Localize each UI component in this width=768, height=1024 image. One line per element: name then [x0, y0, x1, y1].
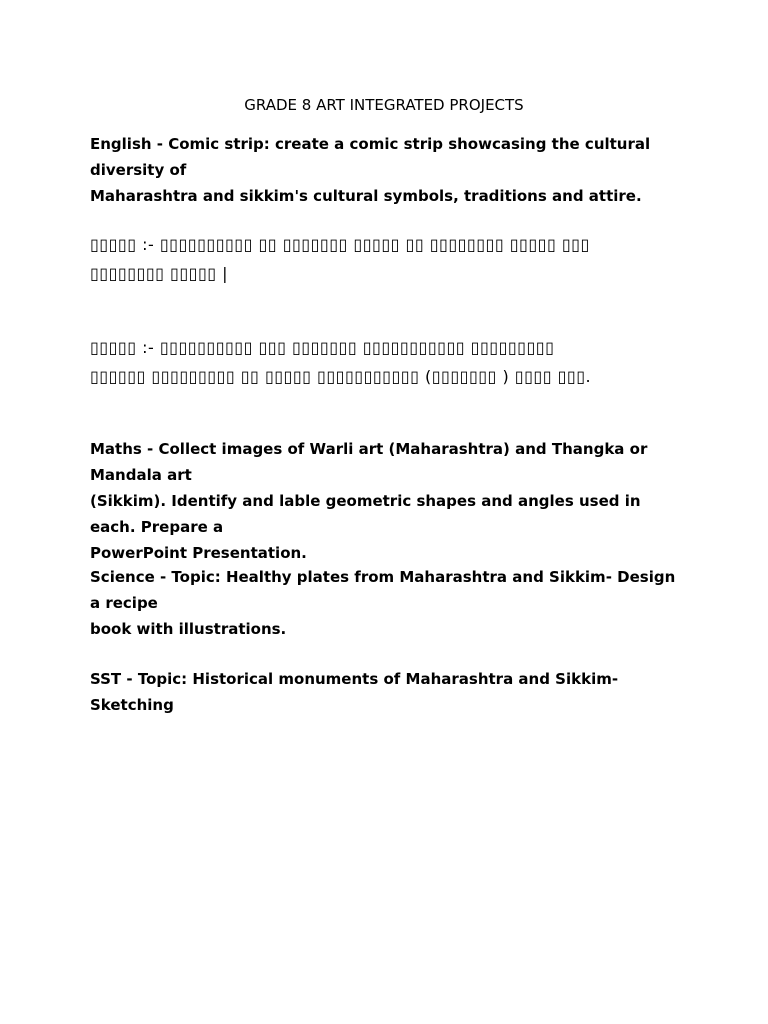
maths-project-paragraph: Maths - Collect images of Warli art (Maharashtra) and Thangka or Mandala art (Sikkim). Identify and lable geometric shapes and angles used in each. Prepare a PowerPoint Presentation.: [90, 440, 648, 562]
hindi-project-paragraph: ▯▯▯▯▯ :- ▯▯▯▯▯▯▯▯▯▯ ▯▯ ▯▯▯▯▯▯▯ ▯▯▯▯▯ ▯▯ ▯▯▯▯▯▯▯▯ ▯▯▯▯▯ ▯▯▯ ▯▯▯▯▯▯▯▯ ▯▯▯▯▯ |: [90, 235, 590, 283]
english-project-paragraph: English - Comic strip: create a comic strip showcasing the cultural diversity of Maharashtra and sikkim's cultural symbols, traditions and attire.: [90, 135, 651, 205]
document-title: GRADE 8 ART INTEGRATED PROJECTS: [244, 96, 524, 114]
science-project-paragraph: Science - Topic: Healthy plates from Maharashtra and Sikkim- Design a recipe book with illustrations.: [90, 568, 676, 638]
marathi-project-paragraph: ▯▯▯▯▯ :- ▯▯▯▯▯▯▯▯▯▯ ▯▯▯ ▯▯▯▯▯▯▯ ▯▯▯▯▯▯▯▯▯▯▯ ▯▯▯▯▯▯▯▯▯ ▯▯▯▯▯▯ ▯▯▯▯▯▯▯▯▯ ▯▯ ▯▯▯▯▯ ▯▯▯▯▯▯▯▯▯▯▯ (▯▯▯▯▯▯▯ ) ▯▯▯▯ ▯▯▯.: [90, 338, 592, 386]
sst-project-paragraph: SST - Topic: Historical monuments of Maharashtra and Sikkim-Sketching: [90, 670, 619, 714]
